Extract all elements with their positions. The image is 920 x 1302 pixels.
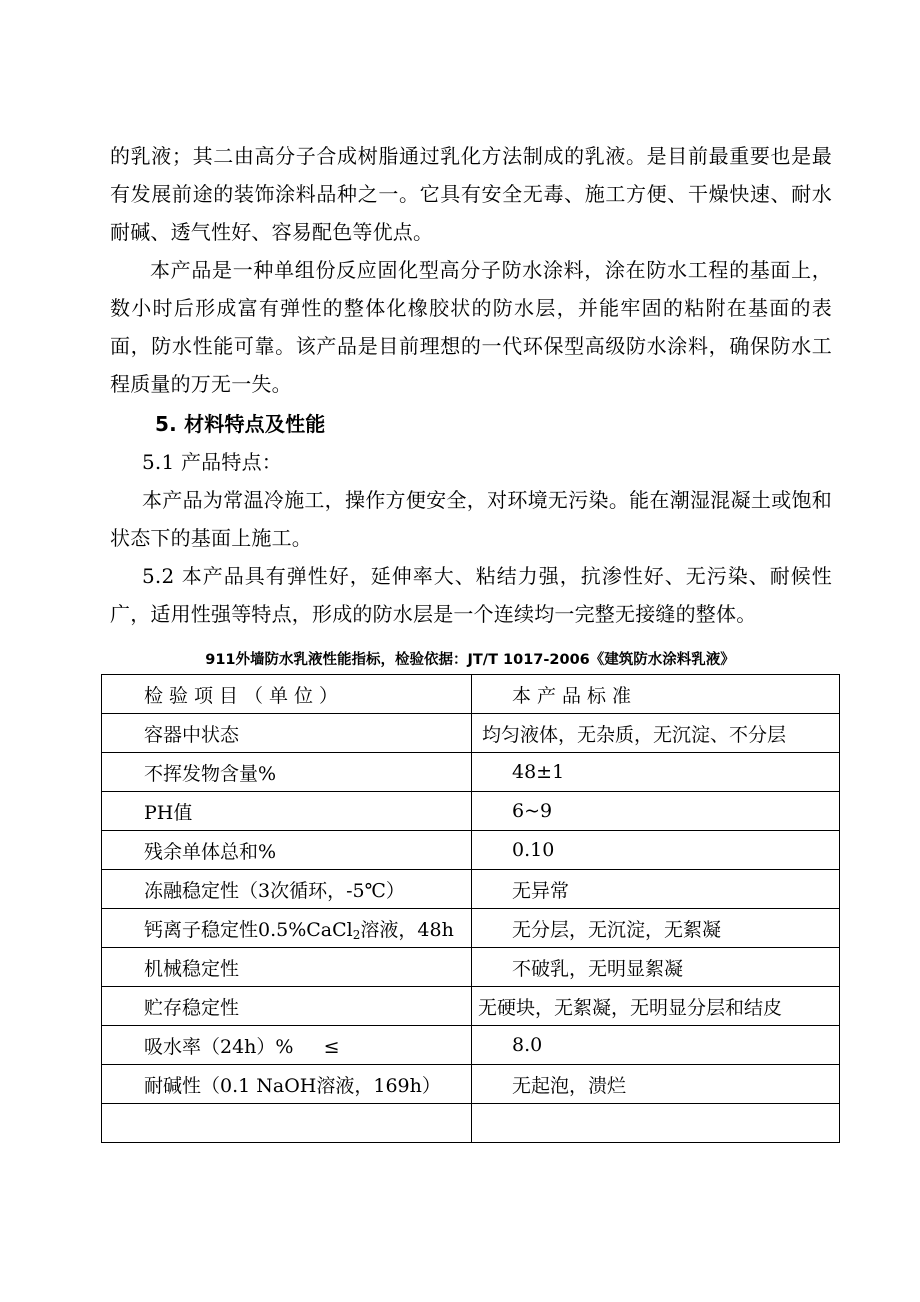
item-label-prefix: 钙离子稳定性0.5%CaCl xyxy=(144,918,353,941)
item-label: 容器中状态 xyxy=(144,723,240,746)
item-cell xyxy=(102,792,472,831)
value-cell xyxy=(472,831,840,870)
item-label: 耐碱性（0.1 NaOH溶液，169h） xyxy=(144,1074,441,1097)
item-label-subscript: 2 xyxy=(352,927,361,942)
subsection-52-body: 5.2 本产品具有弹性好，延伸率大、粘结力强，抗渗性好、无污染、耐候性广，适用性强等特点，形成的防水层是一个连续均一完整无接缝的整体。 xyxy=(110,564,832,626)
value-label: 无分层，无沉淀，无絮凝 xyxy=(512,918,722,941)
item-cell xyxy=(102,1026,472,1065)
item-cell xyxy=(102,714,472,753)
value-cell xyxy=(472,792,840,831)
value-label: 0.10 xyxy=(512,839,555,861)
table-row xyxy=(102,792,840,831)
item-cell xyxy=(102,870,472,909)
item-cell xyxy=(102,1065,472,1104)
value-label: 无硬块，无絮凝，无明显分层和结皮 xyxy=(478,996,783,1019)
table-row xyxy=(102,753,840,792)
table-header-row xyxy=(102,675,840,714)
item-label: PH值 xyxy=(144,801,193,824)
value-cell xyxy=(472,753,840,792)
value-cell xyxy=(472,1026,840,1065)
item-label: 冻融稳定性（3次循环，-5℃） xyxy=(144,879,405,902)
value-cell xyxy=(472,1065,840,1104)
body-text-top xyxy=(110,137,832,633)
table-row xyxy=(102,987,840,1026)
value-label: 不破乳，无明显絮凝 xyxy=(512,957,684,980)
item-label: 吸水率（24h）% ≤ xyxy=(144,1035,340,1058)
header-cell-standard xyxy=(472,675,840,714)
item-cell xyxy=(102,987,472,1026)
value-cell xyxy=(472,714,840,753)
table-row xyxy=(102,714,840,753)
value-label: 无起泡，溃烂 xyxy=(512,1074,627,1097)
header-standard-label: 本产品标准 xyxy=(512,684,638,707)
header-item-label: 检验项目（单位） xyxy=(144,684,345,707)
value-label: 无异常 xyxy=(512,879,570,902)
value-label: 8.0 xyxy=(512,1034,543,1056)
table-row xyxy=(102,1065,840,1104)
item-cell xyxy=(102,909,472,948)
paragraph-product-intro: 本产品是一种单组份反应固化型高分子防水涂料，涂在防水工程的基面上，数小时后形成富有弹性的整体化橡胶状的防水层，并能牢固的粘附在基面的表面，防水性能可靠。该产品是目前理想的一代环保型高级防水涂料，确保防水工程质量的万无一失。 xyxy=(110,258,832,396)
performance-spec-table xyxy=(101,674,840,1143)
header-cell-item xyxy=(102,675,472,714)
section-heading: 5. 材料特点及性能 xyxy=(155,412,326,436)
value-cell xyxy=(472,870,840,909)
item-label: 贮存稳定性 xyxy=(144,996,240,1019)
value-cell xyxy=(472,1104,840,1143)
item-label: 机械稳定性 xyxy=(144,957,240,980)
paragraph-continuation: 的乳液；其二由高分子合成树脂通过乳化方法制成的乳液。是目前最重要也是最有发展前途的装饰涂料品种之一。它具有安全无毒、施工方便、干燥快速、耐水耐碱、透气性好、容易配色等优点。 xyxy=(110,144,832,244)
subsection-51-title: 5.1 产品特点： xyxy=(142,450,282,474)
table-row xyxy=(102,870,840,909)
table-row xyxy=(102,909,840,948)
subsection-51-body: 本产品为常温冷施工，操作方便安全，对环境无污染。能在潮湿混凝土或饱和状态下的基面上施工。 xyxy=(110,488,832,550)
item-cell xyxy=(102,1104,472,1143)
value-label: 48±1 xyxy=(512,761,565,783)
value-cell xyxy=(472,909,840,948)
item-label-suffix: 溶液，48h xyxy=(360,918,454,941)
table-row xyxy=(102,948,840,987)
item-label: 不挥发物含量% xyxy=(144,762,277,785)
item-cell xyxy=(102,831,472,870)
table-row-empty xyxy=(102,1104,840,1143)
item-cell xyxy=(102,753,472,792)
table-row xyxy=(102,1026,840,1065)
value-label: 均匀液体，无杂质，无沉淀、不分层 xyxy=(482,723,787,746)
table-row xyxy=(102,831,840,870)
item-cell xyxy=(102,948,472,987)
value-cell xyxy=(472,948,840,987)
item-label: 残余单体总和% xyxy=(144,840,277,863)
value-label: 6~9 xyxy=(512,800,553,822)
table-caption: 911外墙防水乳液性能指标，检验依据：JT/T 1017-2006《建筑防水涂料乳液》 xyxy=(205,652,735,668)
value-cell xyxy=(472,987,840,1026)
